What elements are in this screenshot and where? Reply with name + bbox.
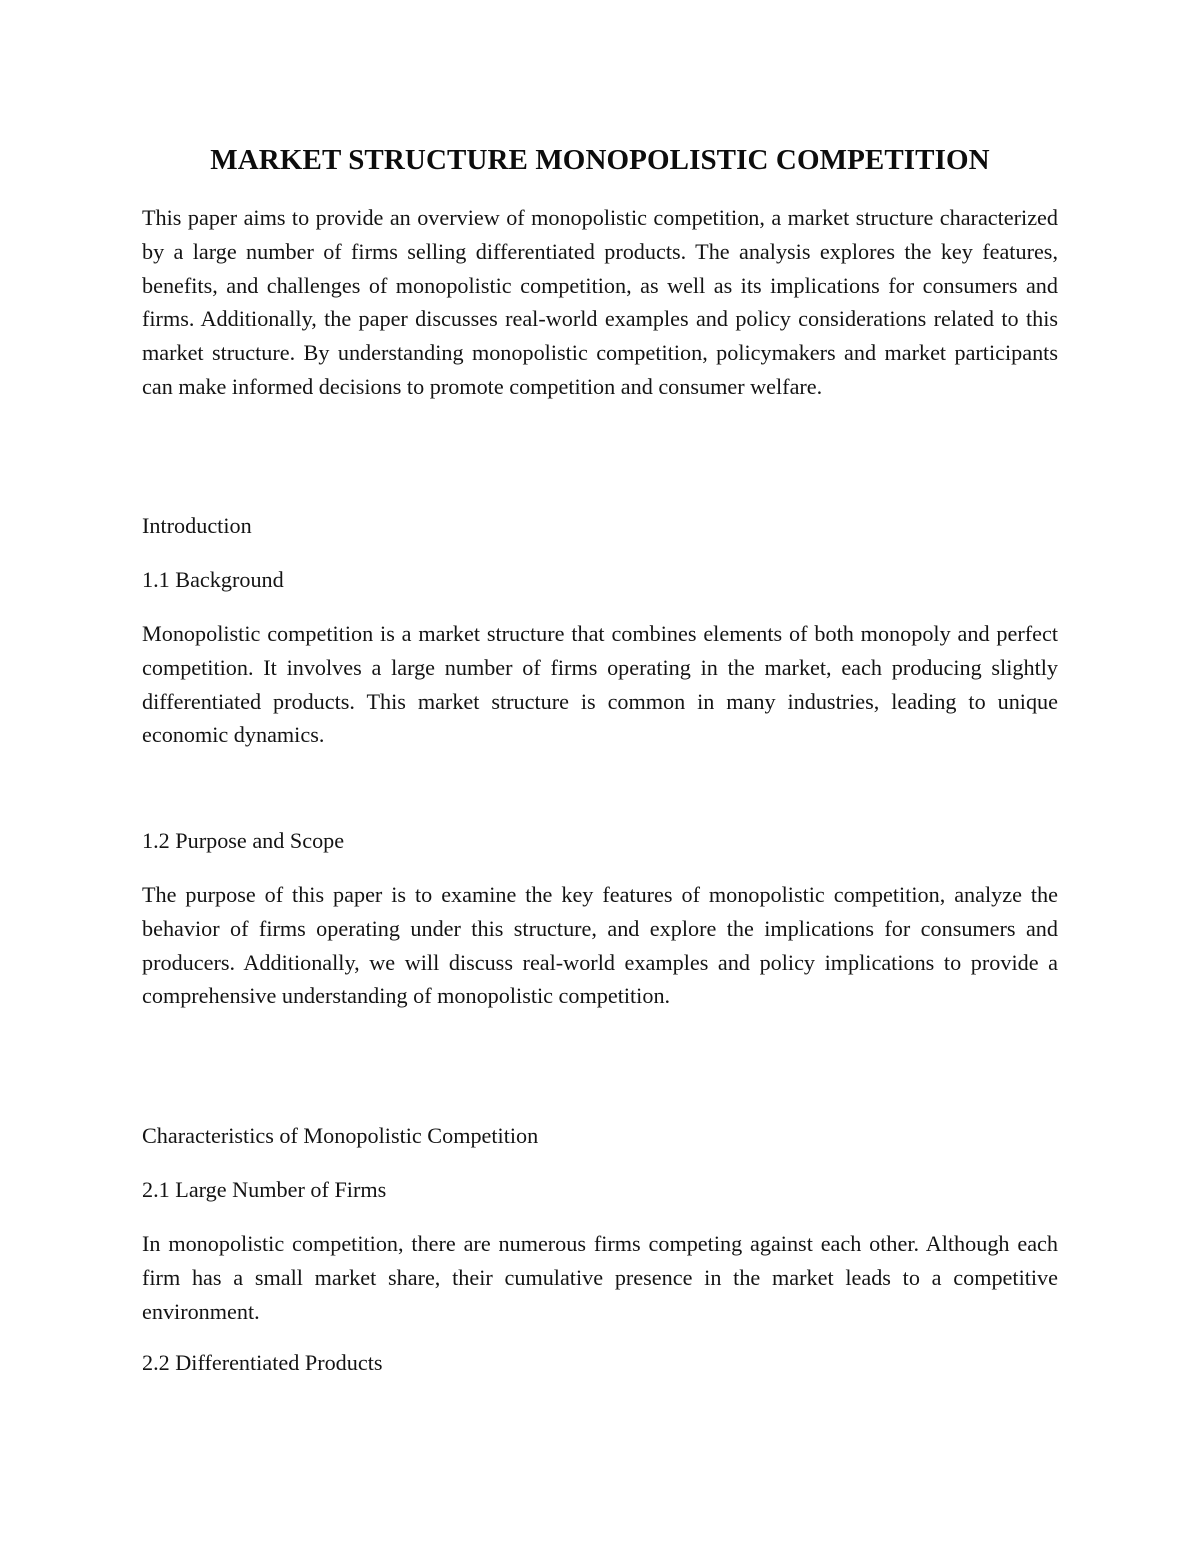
abstract-paragraph: This paper aims to provide an overview of monopolistic competition, a market structure characterized by a large number of firms selling differentiated products. The analysis explores the key features, benefits, and challenges of monopolistic competition, as well as its implications for consumers and firms. Additionally, the paper discusses real-world examples and policy considerations related to this market structure. By understanding monopolistic competition, policymakers and market participants can make informed decisions to promote competition and consumer welfare. — [142, 205, 1058, 399]
section-heading-introduction: Introduction — [142, 513, 252, 538]
document-title: MARKET STRUCTURE MONOPOLISTIC COMPETITION — [210, 144, 990, 176]
subsection-heading-differentiated: 2.2 Differentiated Products — [142, 1350, 383, 1375]
subsection-heading-purpose: 1.2 Purpose and Scope — [142, 828, 345, 853]
purpose-paragraph: The purpose of this paper is to examine the key features of monopolistic competition, analyze the behavior of firms operating under this structure, and explore the implications for consumers and producers. Additionally, we will discuss real-world examples and policy implications to provide a comprehensive understanding of monopolistic competition. — [142, 882, 1058, 1009]
section-heading-characteristics: Characteristics of Monopolistic Competition — [142, 1123, 539, 1148]
large-number-paragraph: In monopolistic competition, there are numerous firms competing against each other. Although each firm has a small market share, their cumulative presence in the market leads to a competitive environment. — [142, 1231, 1058, 1324]
background-paragraph: Monopolistic competition is a market structure that combines elements of both monopoly and perfect competition. It involves a large number of firms operating in the market, each producing slightly differentiated products. This market structure is common in many industries, leading to unique economic dynamics. — [142, 621, 1058, 748]
subsection-heading-large-number: 2.1 Large Number of Firms — [142, 1177, 387, 1202]
subsection-heading-background: 1.1 Background — [142, 567, 284, 592]
